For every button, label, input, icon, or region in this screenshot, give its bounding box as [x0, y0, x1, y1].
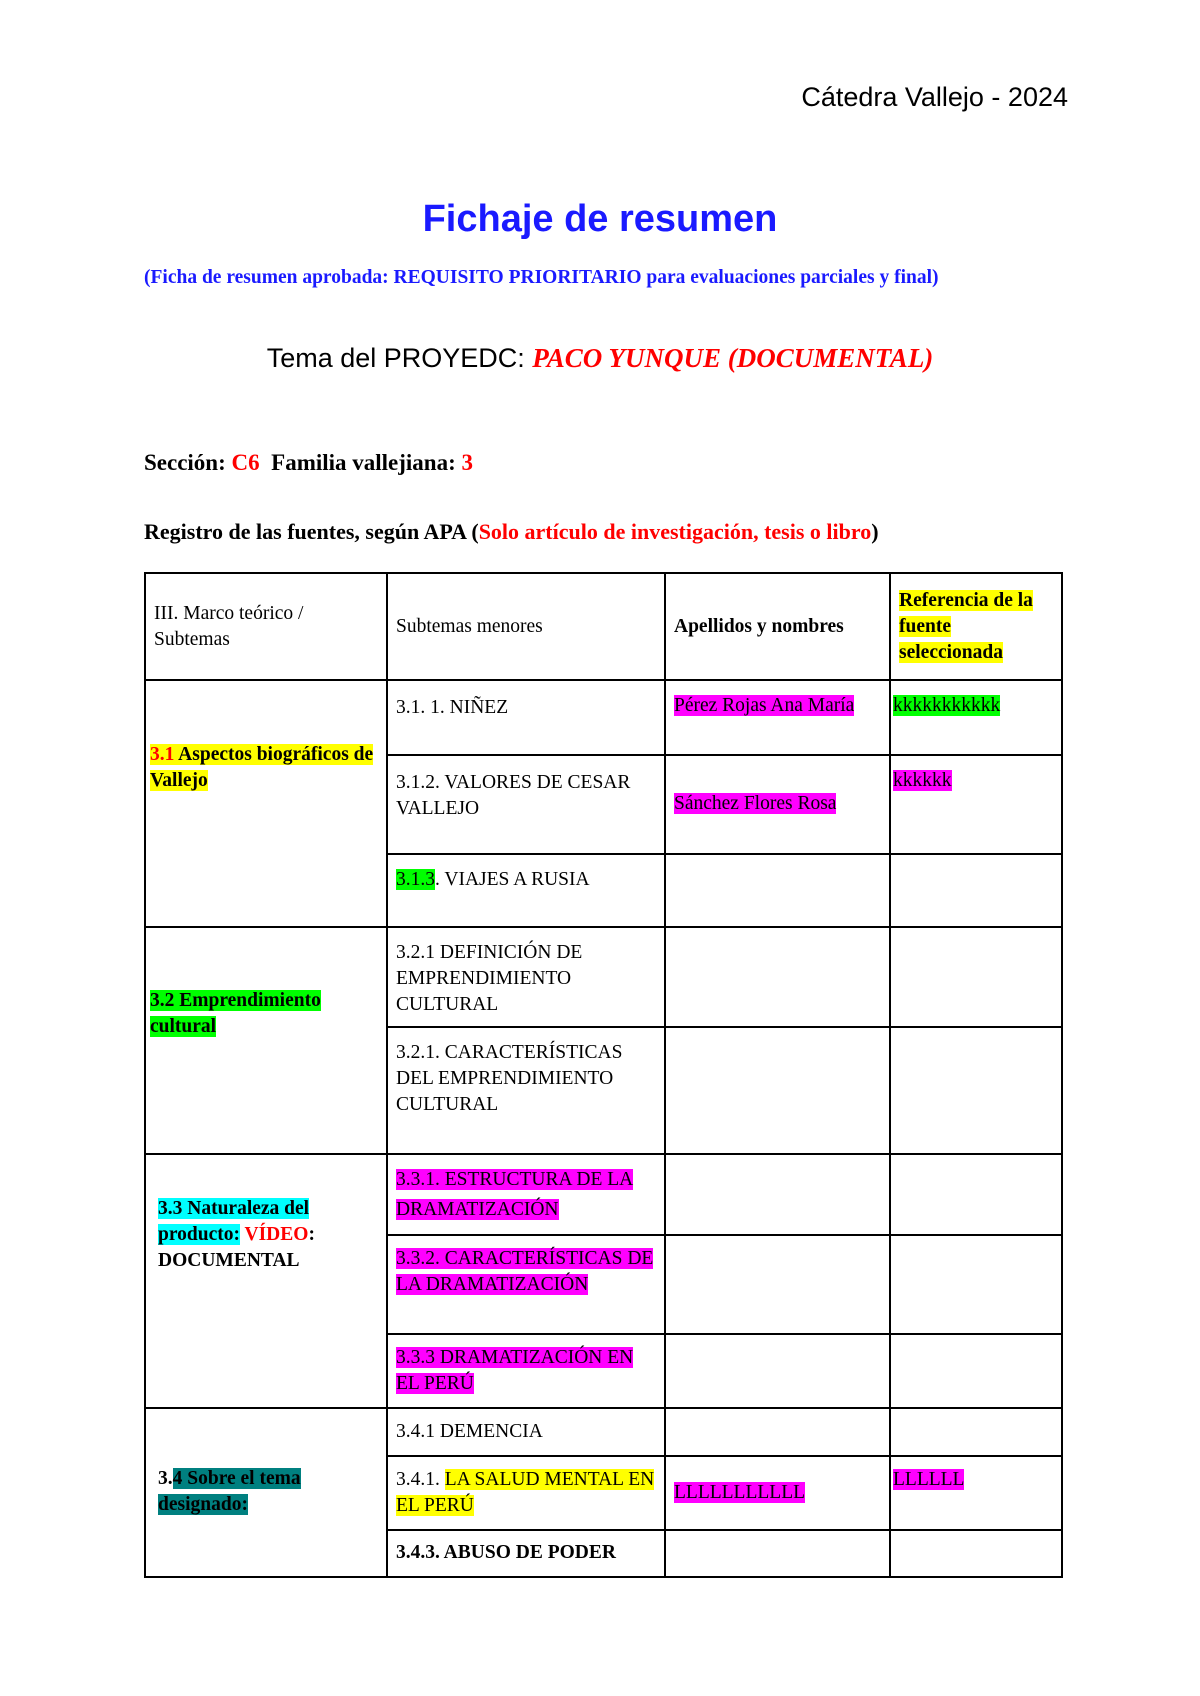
- approval-note: (Ficha de resumen aprobada: REQUISITO PRIORITARIO para evaluaciones parciales y final): [144, 267, 939, 288]
- reference-3-4-2: LLLLLL: [890, 1456, 1062, 1530]
- sources-register-instruction: [144, 518, 924, 546]
- reference-3-4-1: [890, 1408, 1062, 1455]
- author-3-1-1: Pérez Rojas Ana María: [665, 680, 890, 754]
- course-header: Cátedra Vallejo - 2024: [801, 82, 1068, 112]
- header-referencia: Referencia de la fuente seleccionada: [890, 573, 1062, 680]
- author-3-4-1: [665, 1408, 890, 1455]
- subtopic-3-2-1: 3.2.1 DEFINICIÓN DE EMPRENDIMIENTO CULTURAL: [387, 927, 665, 1027]
- author-3-4-2: LLLLLLLLLLL: [665, 1456, 890, 1530]
- project-topic-label: Tema del PROYEDC:: [266, 343, 533, 373]
- register-highlight: Solo artículo de investigación, tesis o libro: [478, 519, 872, 544]
- table-row: [145, 1154, 1062, 1235]
- project-topic: [0, 343, 1200, 374]
- project-topic-value: PACO YUNQUE (DOCUMENTAL): [532, 343, 934, 373]
- section-value: C6: [231, 450, 260, 475]
- reference-3-1-3: [890, 854, 1062, 927]
- page-title: Fichaje de resumen: [422, 198, 778, 240]
- header-apellidos: Apellidos y nombres: [665, 573, 890, 680]
- register-close: ): [871, 519, 879, 544]
- subtopic-3-4-3: 3.4.3. ABUSO DE PODER: [387, 1530, 665, 1577]
- reference-3-1-2: kkkkkk: [890, 755, 1062, 854]
- subtopic-3-2-2: 3.2.1. CARACTERÍSTICAS DEL EMPRENDIMIENTO CULTURAL: [387, 1027, 665, 1153]
- author-3-1-2: Sánchez Flores Rosa: [665, 755, 890, 854]
- section-3-3-title: 3.3 Naturaleza del producto: VÍDEO: DOCUMENTAL: [145, 1154, 387, 1409]
- subtopic-3-1-1: 3.1. 1. NIÑEZ: [387, 680, 665, 754]
- author-3-3-3: [665, 1334, 890, 1408]
- reference-3-3-3: [890, 1334, 1062, 1408]
- subtopic-3-3-3: 3.3.3 DRAMATIZACIÓN EN EL PERÚ: [387, 1334, 665, 1408]
- subtopic-3-4-2: 3.4.1. LA SALUD MENTAL EN EL PERÚ: [387, 1456, 665, 1530]
- section-label: Sección:: [144, 450, 232, 475]
- table-row: [145, 680, 1062, 754]
- sources-table: [144, 572, 1063, 1578]
- section-3-2-title: 3.2 Emprendimiento cultural: [145, 927, 387, 1154]
- reference-3-2-1: [890, 927, 1062, 1027]
- register-text: Registro de las fuentes, según APA (: [144, 519, 479, 544]
- author-3-3-1: [665, 1154, 890, 1235]
- table-header-row: [145, 573, 1062, 680]
- header-subtemas-menores: Subtemas menores: [387, 573, 665, 680]
- subtopic-3-3-1: 3.3.1. ESTRUCTURA DE LA DRAMATIZACIÓN: [387, 1154, 665, 1235]
- reference-3-3-2: [890, 1235, 1062, 1334]
- reference-3-4-3: [890, 1530, 1062, 1577]
- family-label: Familia vallejiana:: [271, 450, 462, 475]
- subtopic-3-3-2: 3.3.2. CARACTERÍSTICAS DE LA DRAMATIZACIÓN: [387, 1235, 665, 1334]
- section-line: [144, 450, 473, 476]
- author-3-3-2: [665, 1235, 890, 1334]
- reference-3-3-1: [890, 1154, 1062, 1235]
- subtopic-3-1-3: 3.1.3. VIAJES A RUSIA: [387, 854, 665, 927]
- section-3-1-title: 3.1 Aspectos biográficos de Vallejo: [145, 680, 387, 927]
- subtopic-3-1-2: 3.1.2. VALORES DE CESAR VALLEJO: [387, 755, 665, 854]
- reference-3-1-1: kkkkkkkkkkk: [890, 680, 1062, 754]
- family-value: 3: [461, 450, 474, 475]
- reference-3-2-2: [890, 1027, 1062, 1153]
- section-3-4-title: 3.4 Sobre el tema designado:: [145, 1408, 387, 1577]
- table-row: [145, 1408, 1062, 1455]
- author-3-2-2: [665, 1027, 890, 1153]
- author-3-1-3: [665, 854, 890, 927]
- table-row: [145, 927, 1062, 1027]
- author-3-4-3: [665, 1530, 890, 1577]
- subtopic-3-4-1: 3.4.1 DEMENCIA: [387, 1408, 665, 1455]
- author-3-2-1: [665, 927, 890, 1027]
- header-marco-teorico: III. Marco teórico / Subtemas: [145, 573, 387, 680]
